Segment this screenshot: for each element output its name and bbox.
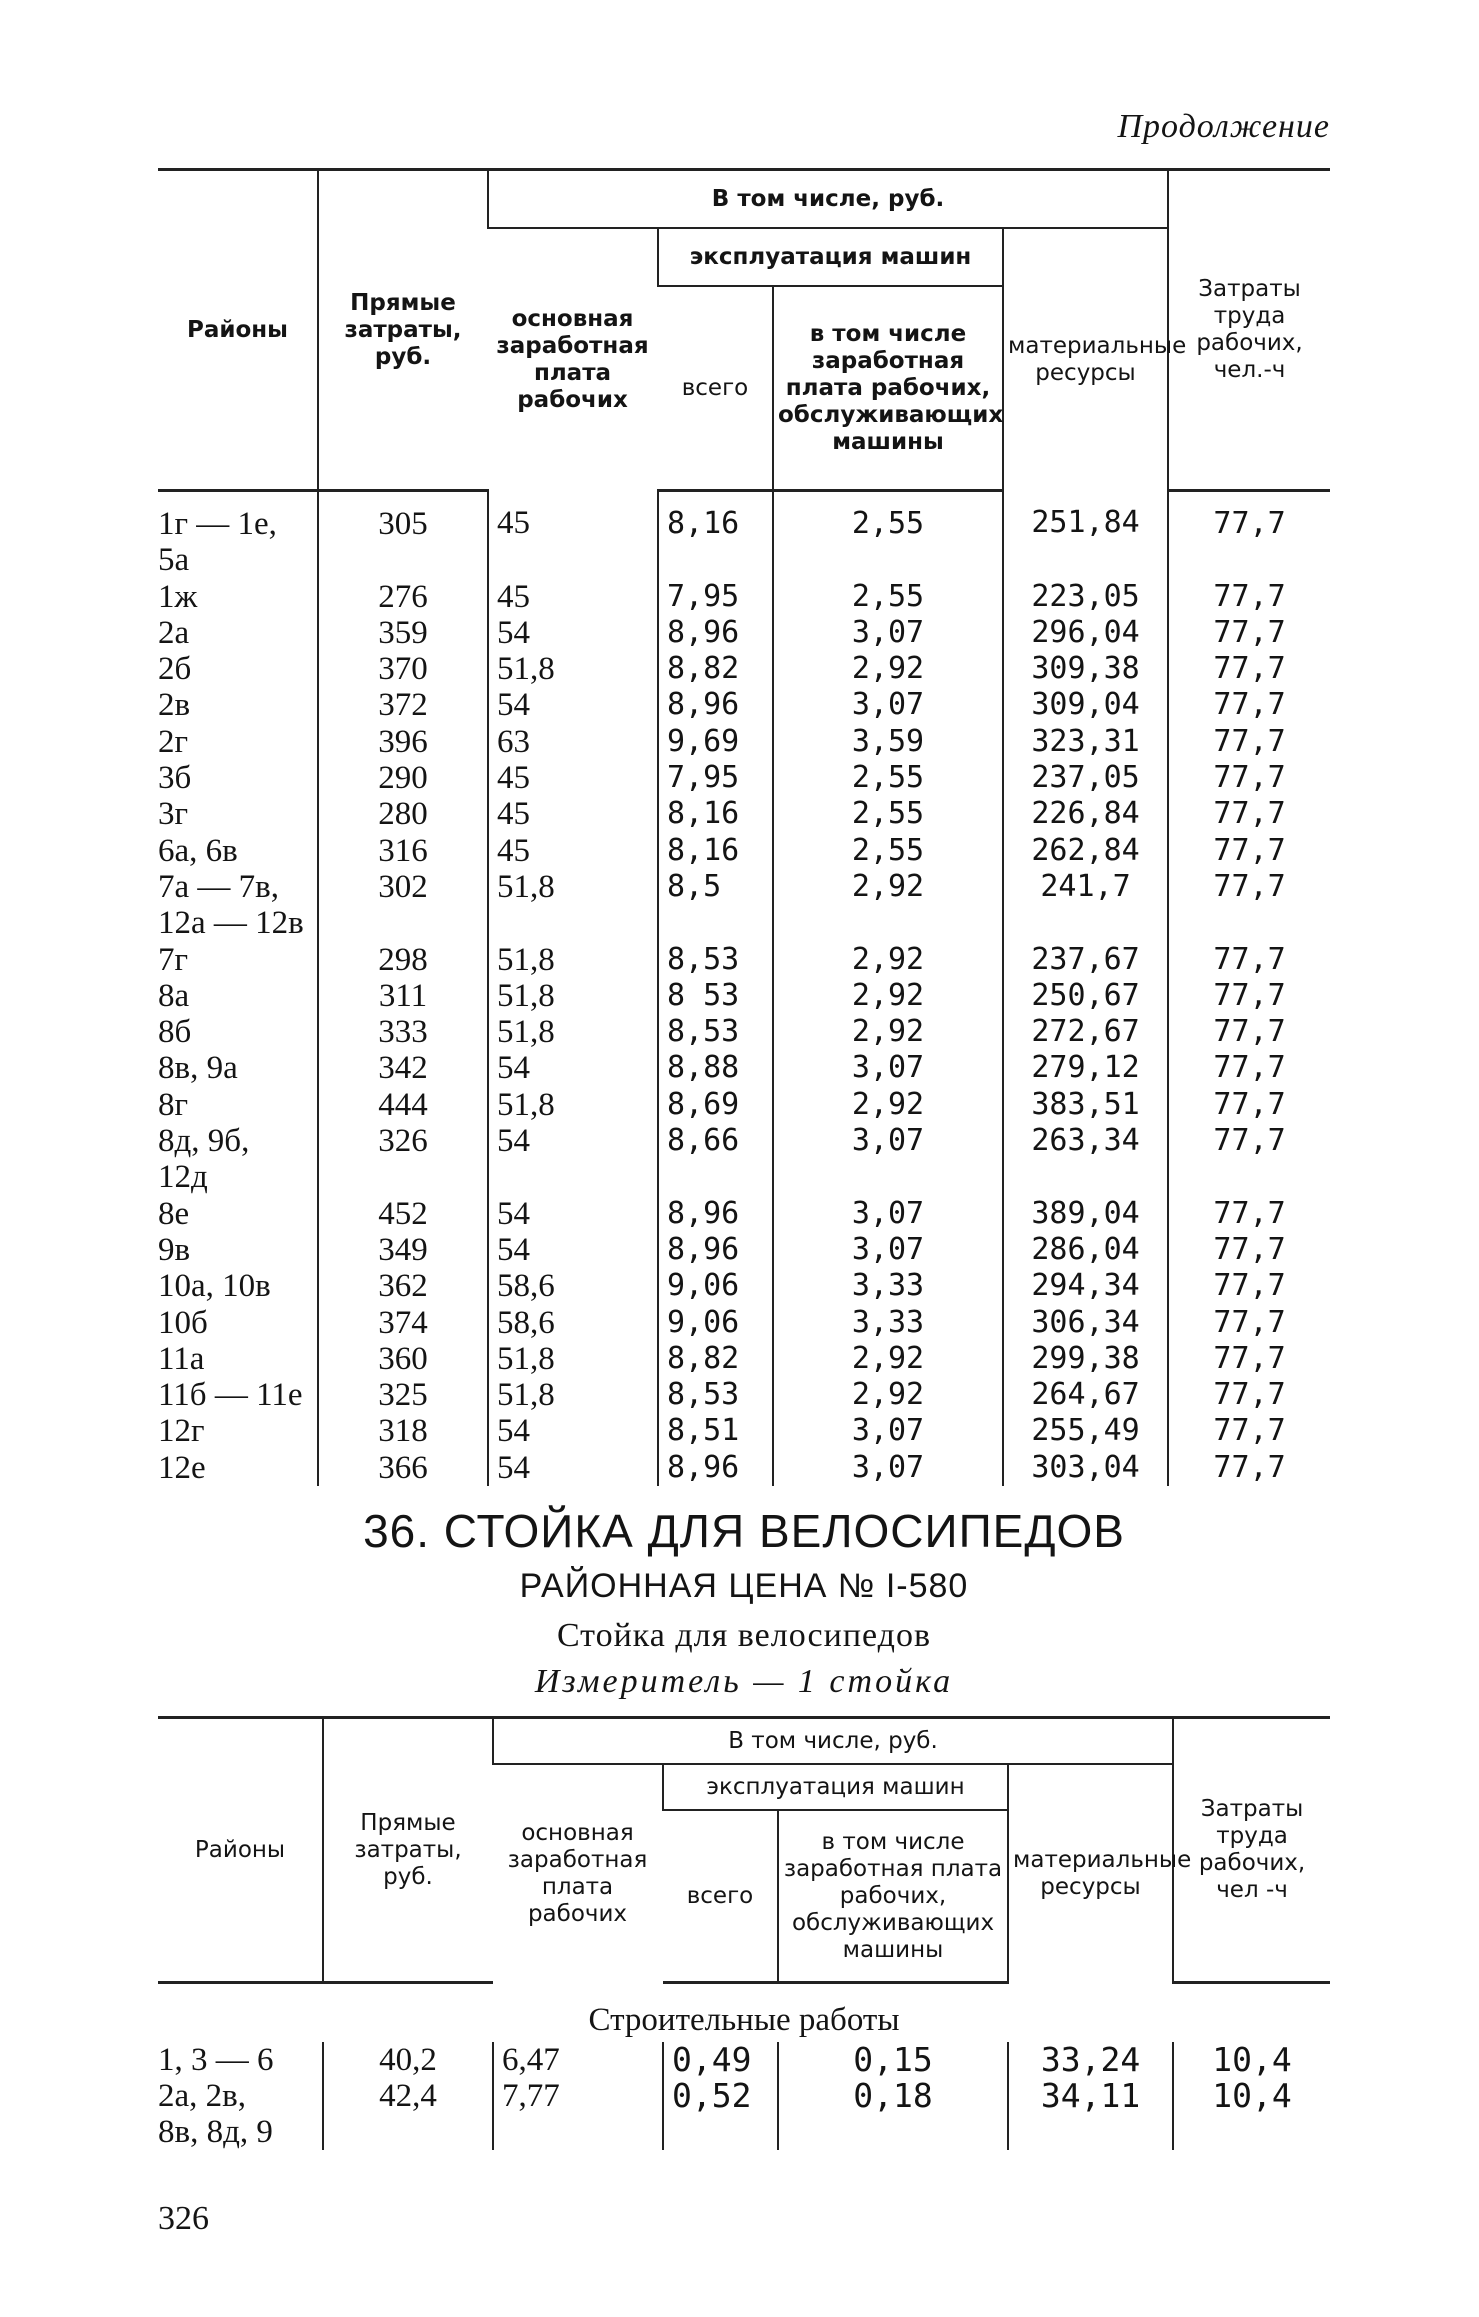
direct-costs-cell: 360 [318,1341,488,1377]
machine-wage-cell: 3,07 [773,1196,1003,1232]
materials-cell: 389,04 [1003,1196,1168,1232]
machine-wage-cell: 2,55 [773,579,1003,615]
labor-cell: 77,7 [1168,833,1330,869]
machine-wage-cell: 0,18 [778,2078,1008,2150]
direct-costs-cell: 302 [318,869,488,942]
direct-costs-cell: 276 [318,579,488,615]
table-row [158,2078,1330,2150]
labor-cell: 77,7 [1168,1196,1330,1232]
machine-wage-cell: 2,92 [773,869,1003,942]
machine-total-cell: 8,96 [658,687,773,723]
machine-wage-cell: 2,55 [773,760,1003,796]
machine-total-cell: 8,16 [658,491,773,579]
materials-cell: 255,49 [1003,1413,1168,1449]
machine-total-cell: 8,82 [658,1341,773,1377]
labor-cell: 77,7 [1168,869,1330,942]
district-cell: 1, 3 — 6 [158,2042,274,2078]
basic-wage-cell: 63 [488,724,658,760]
labor-cell: 77,7 [1168,978,1330,1014]
section-title: 36. СТОЙКА ДЛЯ ВЕЛОСИПЕДОВ [363,1505,1125,1557]
machine-total-cell: 7,95 [658,760,773,796]
table-row [158,1341,1330,1377]
machine-total-cell: 8,16 [658,796,773,832]
table-row [158,1196,1330,1232]
labor-cell: 77,7 [1168,1050,1330,1086]
machine-wage-cell: 3,33 [773,1268,1003,1304]
machine-total-cell: 0,49 [663,2042,778,2078]
header-direct-costs: Прямые затраты, руб. [323,1718,493,1983]
labor-cell: 77,7 [1168,579,1330,615]
basic-wage-cell: 54 [488,1450,658,1486]
header-including: В том числе, руб. [493,1718,1173,1765]
labor-cell: 77,7 [1168,687,1330,723]
machine-wage-cell: 3,59 [773,724,1003,760]
machine-wage-cell: 2,92 [773,942,1003,978]
machine-total-cell: 7,95 [658,579,773,615]
district-cell: 6а, 6в [158,832,238,869]
machine-total-cell: 8,88 [658,1050,773,1086]
direct-costs-cell: 372 [318,687,488,723]
labor-cell: 77,7 [1168,1305,1330,1341]
machine-wage-cell: 2,55 [773,491,1003,579]
basic-wage-cell: 45 [488,491,658,579]
table-row [158,1377,1330,1413]
district-cell: 8б [158,1014,192,1051]
section-row [158,1983,1330,2043]
direct-costs-cell: 370 [318,651,488,687]
table-row [158,978,1330,1014]
header-materials: материальные ресурсы [1003,228,1168,491]
basic-wage-cell: 54 [488,1196,658,1232]
materials-cell: 296,04 [1003,615,1168,651]
basic-wage-cell: 54 [488,1123,658,1196]
machine-wage-cell: 0,15 [778,2042,1008,2078]
materials-cell: 286,04 [1003,1232,1168,1268]
district-cell: 8г [158,1086,189,1123]
machine-wage-cell: 2,92 [773,651,1003,687]
basic-wage-cell: 51,8 [488,1014,658,1050]
direct-costs-cell: 342 [318,1050,488,1086]
materials-cell: 237,05 [1003,760,1168,796]
district-cell: 3г [158,796,189,833]
table-row [158,2042,1330,2078]
district-cell: 11б — 11е [158,1377,303,1414]
machine-total-cell: 0,52 [663,2078,778,2150]
machine-total-cell: 8,53 [658,942,773,978]
table-row [158,1087,1330,1123]
header-labor: Затраты труда рабочих, чел.-ч [1168,170,1330,491]
machine-total-cell: 9,69 [658,724,773,760]
machine-wage-cell: 2,55 [773,833,1003,869]
district-cell: 12г [158,1413,205,1450]
measure-unit: Измеритель — 1 стойка [534,1663,954,1700]
district-cell: 10б [158,1304,208,1341]
labor-cell: 77,7 [1168,651,1330,687]
labor-cell: 77,7 [1168,1014,1330,1050]
materials-cell: 306,34 [1003,1305,1168,1341]
table-row [158,1123,1330,1196]
district-cell: 8д, 9б, 12д [158,1123,250,1196]
labor-cell: 77,7 [1168,1450,1330,1486]
header-machine-operation: эксплуатация машин [663,1764,1008,1810]
labor-cell: 77,7 [1168,724,1330,760]
labor-cell: 77,7 [1168,1341,1330,1377]
header-labor: Затраты труда рабочих, чел -ч [1173,1718,1330,1983]
table-row [158,1413,1330,1449]
materials-cell: 264,67 [1003,1377,1168,1413]
machine-wage-cell: 2,55 [773,796,1003,832]
machine-wage-cell: 3,07 [773,615,1003,651]
materials-cell: 226,84 [1003,796,1168,832]
machine-wage-cell: 3,07 [773,687,1003,723]
direct-costs-cell: 42,4 [323,2078,493,2150]
direct-costs-cell: 396 [318,724,488,760]
basic-wage-cell: 58,6 [488,1305,658,1341]
machine-total-cell: 8 53 [658,978,773,1014]
header-machine-total: всего [658,286,773,491]
basic-wage-cell: 6,47 [493,2042,663,2078]
machine-wage-cell: 3,07 [773,1413,1003,1449]
basic-wage-cell: 54 [488,1413,658,1449]
machine-total-cell: 9,06 [658,1305,773,1341]
direct-costs-cell: 362 [318,1268,488,1304]
direct-costs-cell: 333 [318,1014,488,1050]
machine-wage-cell: 2,92 [773,1087,1003,1123]
direct-costs-cell: 290 [318,760,488,796]
basic-wage-cell: 54 [488,687,658,723]
header-direct-costs: Прямые затраты, руб. [318,170,488,491]
basic-wage-cell: 51,8 [488,1377,658,1413]
district-cell: 1ж [158,578,198,615]
materials-cell: 272,67 [1003,1014,1168,1050]
table-row [158,687,1330,723]
district-cell: 2а, 2в, 8в, 8д, 9 [158,2078,273,2150]
materials-cell: 309,38 [1003,651,1168,687]
table-row [158,1232,1330,1268]
header-machine-total: всего [663,1810,778,1983]
labor-cell: 10,4 [1173,2078,1330,2150]
direct-costs-cell: 326 [318,1123,488,1196]
direct-costs-cell: 366 [318,1450,488,1486]
district-cell: 2в [158,687,191,724]
table-row [158,942,1330,978]
table-row [158,1268,1330,1304]
district-cell: 11а [158,1340,205,1377]
direct-costs-cell: 305 [318,491,488,579]
basic-wage-cell: 7,77 [493,2078,663,2150]
continued-label: Продолжение [1117,108,1330,145]
machine-total-cell: 8,96 [658,1196,773,1232]
machine-total-cell: 8,69 [658,1087,773,1123]
machine-wage-cell: 3,07 [773,1232,1003,1268]
direct-costs-cell: 325 [318,1377,488,1413]
district-cell: 9в [158,1231,191,1268]
materials-cell: 33,24 [1008,2042,1173,2078]
materials-cell: 294,34 [1003,1268,1168,1304]
direct-costs-cell: 318 [318,1413,488,1449]
labor-cell: 77,7 [1168,760,1330,796]
direct-costs-cell: 311 [318,978,488,1014]
machine-total-cell: 8,16 [658,833,773,869]
materials-cell: 223,05 [1003,579,1168,615]
machine-wage-cell: 3,07 [773,1123,1003,1196]
basic-wage-cell: 58,6 [488,1268,658,1304]
basic-wage-cell: 45 [488,796,658,832]
table-row [158,1014,1330,1050]
district-cell: 8е [158,1195,190,1232]
bicycle-rack-table-body [158,1983,1330,2151]
district-cell: 1г — 1е, 5а [158,506,277,579]
materials-cell: 34,11 [1008,2078,1173,2150]
cost-table-continued [158,168,1330,1486]
basic-wage-cell: 45 [488,760,658,796]
header-district: Районы [158,1718,323,1983]
table-row [158,491,1330,579]
district-cell: 2г [158,723,189,760]
materials-cell: 263,34 [1003,1123,1168,1196]
materials-cell: 303,04 [1003,1450,1168,1486]
district-cell: 12е [158,1449,206,1486]
labor-cell: 77,7 [1168,1232,1330,1268]
basic-wage-cell: 54 [488,1050,658,1086]
table-row [158,724,1330,760]
labor-cell: 77,7 [1168,491,1330,579]
district-cell: 10а, 10в [158,1268,271,1305]
machine-total-cell: 8,96 [658,1450,773,1486]
labor-cell: 77,7 [1168,1377,1330,1413]
machine-wage-cell: 3,07 [773,1450,1003,1486]
table-row [158,1450,1330,1486]
machine-total-cell: 8,96 [658,615,773,651]
materials-cell: 262,84 [1003,833,1168,869]
header-machine-operation: эксплуатация машин [658,228,1003,286]
direct-costs-cell: 280 [318,796,488,832]
basic-wage-cell: 54 [488,1232,658,1268]
direct-costs-cell: 298 [318,942,488,978]
direct-costs-cell: 452 [318,1196,488,1232]
direct-costs-cell: 359 [318,615,488,651]
machine-wage-cell: 3,07 [773,1050,1003,1086]
basic-wage-cell: 51,8 [488,1087,658,1123]
machine-total-cell: 9,06 [658,1268,773,1304]
basic-wage-cell: 51,8 [488,1341,658,1377]
machine-wage-cell: 2,92 [773,1341,1003,1377]
section-label: Строительные работы [588,2002,900,2038]
materials-cell: 279,12 [1003,1050,1168,1086]
machine-total-cell: 8,53 [658,1014,773,1050]
basic-wage-cell: 45 [488,833,658,869]
table-row [158,869,1330,942]
bicycle-rack-cost-table [158,1716,1330,2150]
district-cell: 2а [158,614,190,651]
cost-table-body [158,491,1330,1487]
district-price-number: РАЙОННАЯ ЦЕНА № I-580 [519,1567,969,1605]
table-row [158,1305,1330,1341]
district-cell: 7г [158,941,189,978]
labor-cell: 77,7 [1168,942,1330,978]
district-cell: 8а [158,977,190,1014]
machine-wage-cell: 2,92 [773,1014,1003,1050]
machine-wage-cell: 2,92 [773,1377,1003,1413]
table-row [158,1050,1330,1086]
direct-costs-cell: 374 [318,1305,488,1341]
district-cell: 2б [158,651,192,688]
labor-cell: 77,7 [1168,1087,1330,1123]
table-row [158,579,1330,615]
page-number: 326 [158,2200,209,2237]
labor-cell: 77,7 [1168,796,1330,832]
basic-wage-cell: 54 [488,615,658,651]
labor-cell: 10,4 [1173,2042,1330,2078]
labor-cell: 77,7 [1168,1413,1330,1449]
header-including: В том числе, руб. [488,170,1168,229]
header-materials: материальные ресурсы [1008,1764,1173,1983]
header-basic-wage: основная заработная плата рабочих [496,305,649,413]
table-row [158,796,1330,832]
materials-cell: 383,51 [1003,1087,1168,1123]
district-cell: 8в, 9а [158,1050,238,1087]
direct-costs-cell: 316 [318,833,488,869]
materials-cell: 299,38 [1003,1341,1168,1377]
table-row [158,833,1330,869]
machine-total-cell: 8,96 [658,1232,773,1268]
district-cell: 3б [158,760,192,797]
materials-cell: 241,7 [1003,869,1168,942]
table-row [158,651,1330,687]
direct-costs-cell: 40,2 [323,2042,493,2078]
header-basic-wage: основная заработная плата рабочих [507,1819,648,1927]
table-row [158,760,1330,796]
item-name: Стойка для велосипедов [556,1617,932,1654]
machine-total-cell: 8,51 [658,1413,773,1449]
materials-cell: 251,84 [1003,491,1168,579]
machine-total-cell: 8,53 [658,1377,773,1413]
direct-costs-cell: 444 [318,1087,488,1123]
basic-wage-cell: 51,8 [488,869,658,942]
materials-cell: 309,04 [1003,687,1168,723]
header-machine-wage: в том числе заработная плата рабочих, обслуживающих машины [773,286,1003,491]
labor-cell: 77,7 [1168,615,1330,651]
machine-total-cell: 8,5 [658,869,773,942]
materials-cell: 250,67 [1003,978,1168,1014]
header-district: Районы [158,170,318,491]
materials-cell: 323,31 [1003,724,1168,760]
basic-wage-cell: 51,8 [488,651,658,687]
machine-total-cell: 8,66 [658,1123,773,1196]
machine-total-cell: 8,82 [658,651,773,687]
basic-wage-cell: 51,8 [488,978,658,1014]
machine-wage-cell: 2,92 [773,978,1003,1014]
labor-cell: 77,7 [1168,1123,1330,1196]
header-machine-wage: в том числе заработная плата рабочих, обслуживающих машины [778,1810,1008,1983]
table-row [158,615,1330,651]
labor-cell: 77,7 [1168,1268,1330,1304]
materials-cell: 237,67 [1003,942,1168,978]
direct-costs-cell: 349 [318,1232,488,1268]
machine-wage-cell: 3,33 [773,1305,1003,1341]
district-cell: 7а — 7в, 12а — 12в [158,868,304,942]
basic-wage-cell: 45 [488,579,658,615]
basic-wage-cell: 51,8 [488,942,658,978]
